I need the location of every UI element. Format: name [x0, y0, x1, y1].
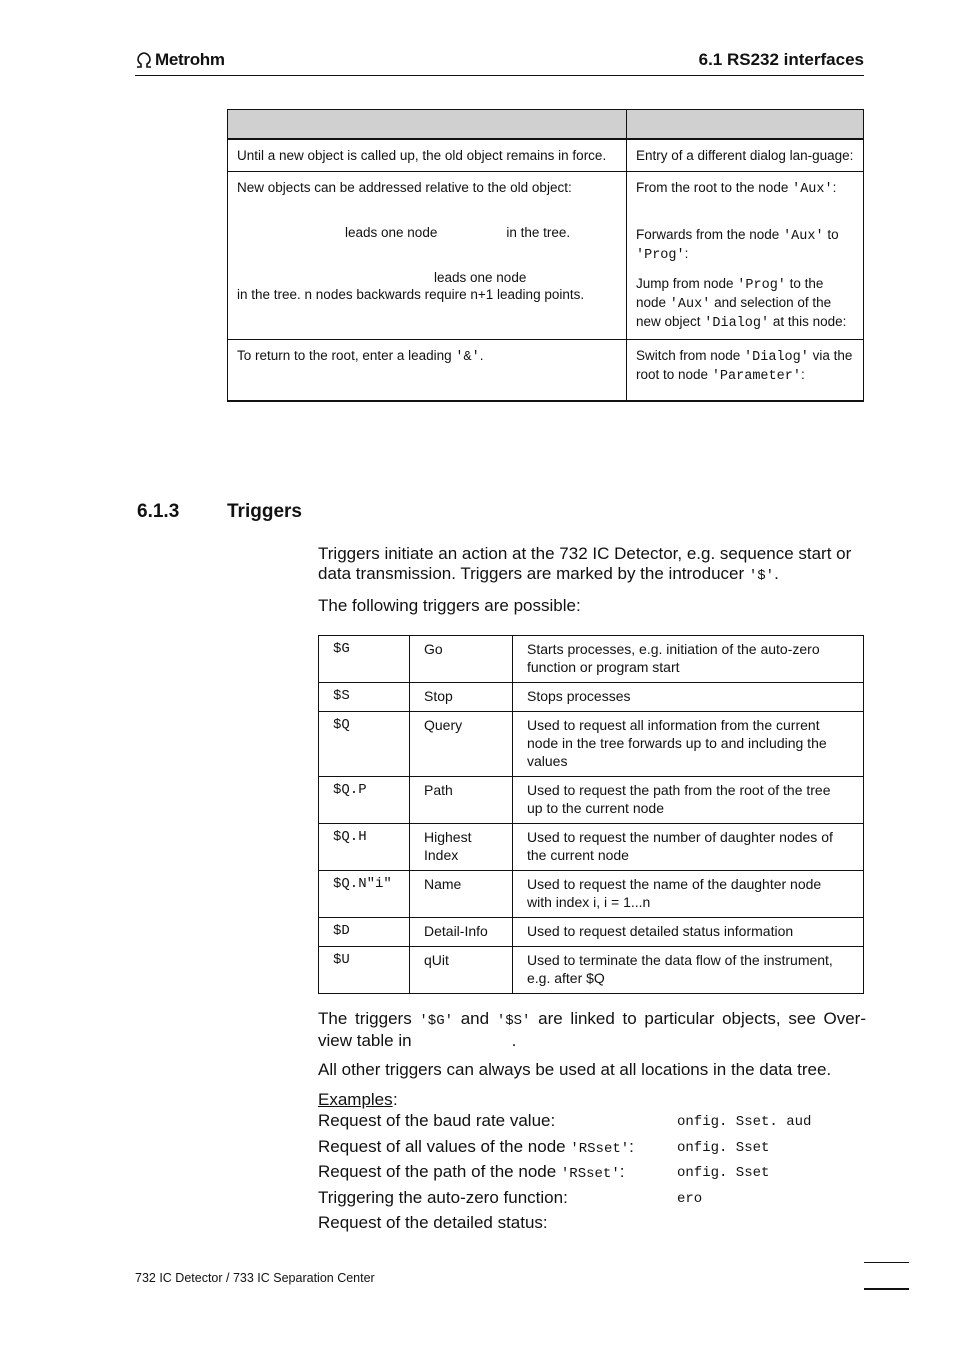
example-description: Triggering the auto-zero function: — [318, 1188, 568, 1207]
example-command: onfig. Sset — [677, 1165, 770, 1181]
cell-text: in the tree. n nodes backwards require n+1 leading points. — [237, 287, 585, 302]
omega-logo-icon — [135, 52, 153, 68]
examples-label: Examples — [318, 1090, 393, 1109]
example-description: Request of the path of the node 'RSset': — [318, 1162, 625, 1182]
other-triggers-paragraph: All other triggers can always be used at all locations in the data tree. — [318, 1060, 832, 1079]
section-title: Triggers — [227, 501, 302, 522]
example-command: onfig. Sset. aud — [677, 1114, 812, 1130]
example-command: ero — [677, 1191, 703, 1207]
trigger-row — [319, 918, 864, 947]
trigger-code: $Q — [319, 712, 410, 777]
footer-rule — [864, 1288, 909, 1290]
footer-text: 732 IC Detector / 733 IC Separation Center — [135, 1271, 375, 1285]
trigger-description: Used to request the name of the daughter node with index i, i = 1...n — [513, 871, 864, 918]
example-command: onfig. Sset — [677, 1140, 770, 1156]
running-head: 6.1 RS232 interfaces — [698, 50, 864, 69]
cell-text: Forwards from the node 'Aux' to 'Prog': — [636, 227, 839, 263]
cell-text: leads one node in the tree. — [345, 225, 571, 240]
example-description: Request of the baud rate value: — [318, 1111, 556, 1130]
trigger-code: $D — [319, 918, 410, 947]
table-cell — [228, 172, 627, 340]
trigger-name: Go — [410, 636, 513, 683]
trigger-code: $U — [319, 947, 410, 994]
trigger-description: Stops processes — [513, 683, 864, 712]
trigger-code: $Q.H — [319, 824, 410, 871]
trigger-row — [319, 636, 864, 683]
cell-text: New objects can be addressed relative to the old object: — [237, 180, 572, 195]
trigger-row — [319, 712, 864, 777]
trigger-description: Used to request detailed status information — [513, 918, 864, 947]
example-description: Request of the detailed status: — [318, 1213, 548, 1232]
header-rule — [135, 75, 864, 76]
trigger-row — [319, 947, 864, 994]
table-cell — [627, 172, 864, 340]
metrohm-logo — [135, 50, 225, 70]
table-header-cell — [228, 110, 627, 140]
trigger-description: Starts processes, e.g. initiation of the auto-zero function or program start — [513, 636, 864, 683]
triggers-table — [318, 635, 864, 994]
table-row — [228, 172, 864, 340]
cell-text: Jump from node 'Prog' to the node 'Aux' and selection of the new object 'Dialog' at this node: — [636, 276, 847, 331]
linked-objects-paragraph: The triggers '$G' and '$S' are linked to particular objects, see Over-view table in . — [318, 1009, 866, 1050]
trigger-name: Highest Index — [410, 824, 513, 871]
trigger-code: $Q.N"i" — [319, 871, 410, 918]
trigger-code: $G — [319, 636, 410, 683]
examples-colon: : — [393, 1090, 398, 1109]
trigger-name: qUit — [410, 947, 513, 994]
cell-text: From the root to the node 'Aux': — [636, 180, 837, 197]
logo-text: Metrohm — [155, 50, 225, 69]
trigger-name: Stop — [410, 683, 513, 712]
trigger-description: Used to request all information from the current node in the tree forwards up to and including the values — [513, 712, 864, 777]
table-header-row — [228, 110, 864, 140]
trigger-row — [319, 683, 864, 712]
intro-paragraph: Triggers initiate an action at the 732 IC Detector, e.g. sequence start or data transmission. Triggers are marked by the introducer '$'. — [318, 544, 852, 584]
example-description: Request of all values of the node 'RSset': — [318, 1137, 634, 1157]
trigger-description: Used to request the path from the root of the tree up to the current node — [513, 777, 864, 824]
trigger-code: $Q.P — [319, 777, 410, 824]
trigger-name: Query — [410, 712, 513, 777]
cell-text: leads one node — [434, 270, 527, 285]
table-cell: Switch from node 'Dialog' via the root to node 'Parameter': — [627, 340, 864, 402]
trigger-row — [319, 871, 864, 918]
table-cell: Entry of a different dialog lan-guage: — [627, 139, 864, 172]
addressing-table — [227, 109, 864, 402]
section-number: 6.1.3 — [137, 501, 180, 522]
trigger-code: $S — [319, 683, 410, 712]
trigger-name: Detail-Info — [410, 918, 513, 947]
trigger-name: Name — [410, 871, 513, 918]
trigger-row — [319, 777, 864, 824]
trigger-name: Path — [410, 777, 513, 824]
trigger-row — [319, 824, 864, 871]
footer-rule — [864, 1262, 909, 1263]
table-row — [228, 139, 864, 172]
triggers-intro: The following triggers are possible: — [318, 596, 581, 615]
table-row — [228, 340, 864, 402]
table-header-cell — [627, 110, 864, 140]
table-cell: To return to the root, enter a leading '&'. — [228, 340, 627, 402]
trigger-description: Used to request the number of daughter nodes of the current node — [513, 824, 864, 871]
trigger-description: Used to terminate the data flow of the instrument, e.g. after $Q — [513, 947, 864, 994]
table-cell: Until a new object is called up, the old object remains in force. — [228, 139, 627, 172]
